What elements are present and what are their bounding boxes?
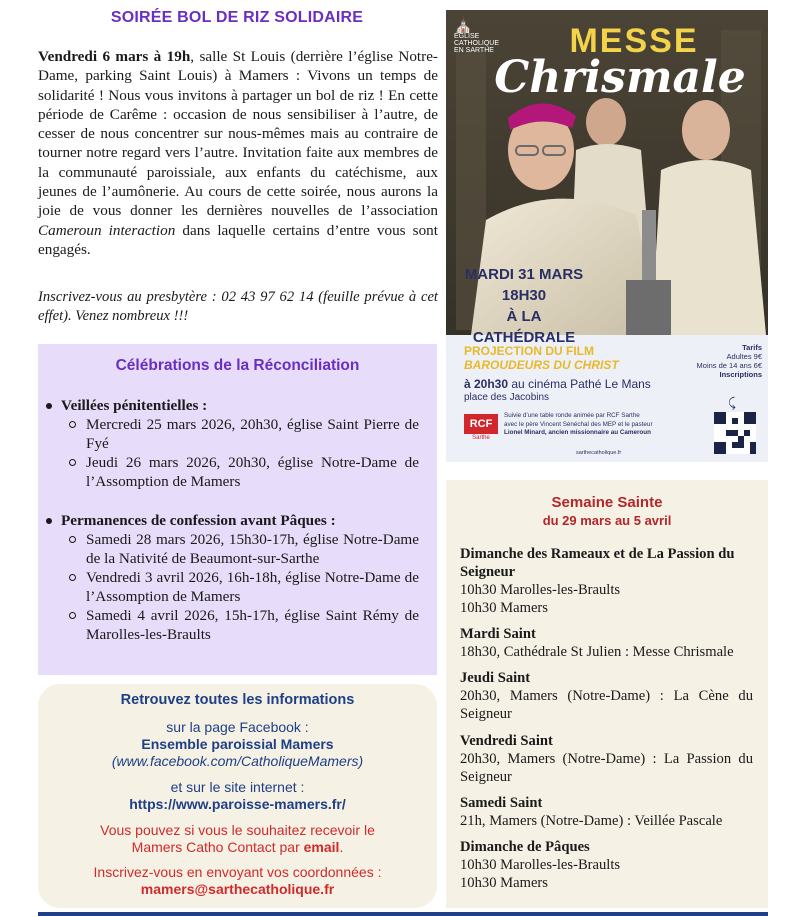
soiree-text-2: dans laquelle certains d’entre vous sont engagés. (38, 221, 438, 258)
poster-title-messe: MESSE (569, 22, 699, 60)
day-line: 10h30 Mamers (460, 875, 548, 891)
tarifs-label: Tarifs (742, 343, 762, 352)
day-name: Vendredi Saint (460, 733, 553, 749)
film-cinema: au cinéma Pathé Le Mans (508, 377, 651, 391)
semaine-sainte-dates: du 29 mars au 5 avril (542, 513, 672, 528)
day-name: Dimanche de Pâques (460, 839, 590, 855)
arrow-down-icon: ⤹ (728, 396, 736, 411)
messe-chrismale-poster (446, 10, 768, 462)
table-ronde-line-1: Suivie d’une table ronde animée par RCF Sarthe (504, 412, 640, 419)
film-time: à 20h30 (464, 377, 509, 391)
film-place: place des Jacobins (464, 392, 550, 403)
day-name: Dimanche des Rameaux et de La Passion du Seigneur (460, 546, 735, 580)
table-ronde-text (504, 412, 704, 438)
facebook-page-name[interactable]: Ensemble paroissial Mamers (141, 736, 334, 752)
table-ronde-line-3: Lionel Minard, ancien missionnaire au Cameroun (504, 429, 651, 436)
day-paques (460, 838, 753, 892)
tarif-jeunes: Moins de 14 ans 6€ (696, 361, 762, 370)
logo-line-3: EN SARTHE (454, 47, 494, 54)
poster-time: 18H30 (501, 287, 547, 304)
group-heading: Veillées pénitentielles : (44, 396, 419, 415)
group-heading: Permanences de confession avant Pâques : (44, 511, 419, 530)
reconciliation-title: Célébrations de la Réconciliation (115, 357, 360, 374)
day-line: 10h30 Marolles-les-Braults (460, 582, 621, 598)
soiree-text-1: , salle St Louis (derrière l’église Notre-Dame, parking Saint Louis) à Mamers : Vivons un temps de solidarité ! Nous vous invitons à partager un bol de riz ! En cette période de Carême : occasion de nous sensibiliser à l’autre, de cesser de nous concentrer sur nous-mêmes mais au contraire de tourner notre regard vers l’autre. Invitation faite aux membres de la communauté paroissiale, aux enfants du catéchisme, aux jeunes de l’aumônerie. Au cours de cette soirée, nous aurons la joie de vous donner les dernières nouvelles de l’association (38, 48, 438, 220)
diocese-logo (454, 18, 499, 54)
day-samedi-saint (460, 794, 753, 830)
website-intro: et sur le site internet : (170, 779, 305, 795)
logo-line-2: CATHOLIQUE (454, 40, 499, 47)
facebook-url[interactable]: (www.facebook.com/CatholiqueMamers) (111, 753, 364, 769)
poster-place: À LA CATHÉDRALE (472, 308, 576, 346)
poster-date: MARDI 31 MARS (464, 266, 584, 283)
reconciliation-group-permanences (44, 511, 419, 644)
day-rameaux (460, 545, 753, 617)
soiree-association: Cameroun interaction (38, 221, 176, 239)
list-item: Vendredi 3 avril 2026, 16h-18h, église Notre-Dame de l’Assomption de Mamers (44, 568, 419, 606)
signup-text: Inscrivez-vous en envoyant vos coordonnées : (93, 864, 382, 880)
poster-datetime (454, 264, 594, 348)
poster-title-chrismale: Chrismale (494, 52, 746, 103)
info-title: Retrouvez toutes les informations (120, 692, 355, 708)
tarifs-block (666, 343, 762, 379)
day-jeudi-saint (460, 669, 753, 723)
qr-code-icon[interactable] (714, 412, 756, 454)
list-item: Mercredi 25 mars 2026, 20h30, église Saint Pierre de Fyé (44, 415, 419, 453)
newsletter-line-2 (38, 839, 437, 856)
inscriptions-label: Inscriptions (719, 370, 762, 379)
church-logo-icon: ⛪ (454, 17, 473, 34)
list-item: Samedi 28 mars 2026, 15h30-17h, église Notre-Dame de la Nativité de Beaumont-sur-Sarthe (44, 530, 419, 568)
day-vendredi-saint (460, 732, 753, 786)
logo-line-1: ÉGLISE (454, 33, 480, 40)
day-line: 10h30 Marolles-les-Braults (460, 857, 621, 873)
film-label: PROJECTION DU FILM (464, 344, 595, 358)
day-line: 20h30, Mamers (Notre-Dame) : La Passion du Seigneur (460, 751, 753, 785)
list-item: Samedi 4 avril 2026, 15h-17h, église Saint Rémy de Marolles-les-Braults (44, 606, 419, 644)
rcf-logo: RCF (464, 414, 498, 434)
newsletter-line-1: Vous pouvez si vous le souhaitez recevoir le (100, 822, 375, 838)
contact-email[interactable]: mamers@sarthecatholique.fr (140, 881, 335, 897)
day-name: Samedi Saint (460, 795, 543, 811)
newsletter-text: Mamers Catho Contact par (131, 839, 304, 855)
soiree-paragraph (38, 47, 438, 259)
rcf-sub: Sarthe (472, 435, 490, 441)
poster-footer-url: sarthecatholique.fr (576, 450, 622, 456)
film-title: BAROUDEURS DU CHRIST (464, 358, 619, 372)
day-name: Mardi Saint (460, 626, 536, 642)
reconciliation-group-veillees (44, 396, 419, 491)
semaine-sainte-title: Semaine Sainte (551, 494, 663, 511)
soiree-registration-note: Inscrivez-vous au presbytère : 02 43 97 62 14 (feuille prévue à cet effet). Venez nombreux !!! (38, 289, 438, 324)
tarif-adultes: Adultes 9€ (726, 352, 762, 361)
day-line: 18h30, Cathédrale St Julien : Messe Chrismale (460, 644, 734, 660)
website-url[interactable]: https://www.paroisse-mamers.fr/ (129, 796, 346, 812)
facebook-intro: sur la page Facebook : (166, 719, 309, 735)
soiree-date: Vendredi 6 mars à 19h (38, 48, 191, 65)
day-line: 21h, Mamers (Notre-Dame) : Veillée Pascale (460, 813, 723, 829)
bottom-divider (38, 912, 768, 916)
newsletter-dot: . (339, 839, 344, 855)
day-line: 10h30 Mamers (460, 600, 548, 616)
table-ronde-line-2: avec le père Vincent Sénéchal des MEP et le pasteur (504, 420, 653, 428)
newsletter-email-word: email (303, 839, 340, 855)
day-mardi-saint (460, 625, 753, 661)
film-showtime (464, 377, 651, 391)
day-line: 20h30, Mamers (Notre-Dame) : La Cène du Seigneur (460, 688, 753, 722)
list-item: Jeudi 26 mars 2026, 20h30, église Notre-Dame de l’Assomption de Mamers (44, 453, 419, 491)
soiree-title: SOIRÉE BOL DE RIZ SOLIDAIRE (110, 9, 364, 26)
day-name: Jeudi Saint (460, 670, 531, 686)
